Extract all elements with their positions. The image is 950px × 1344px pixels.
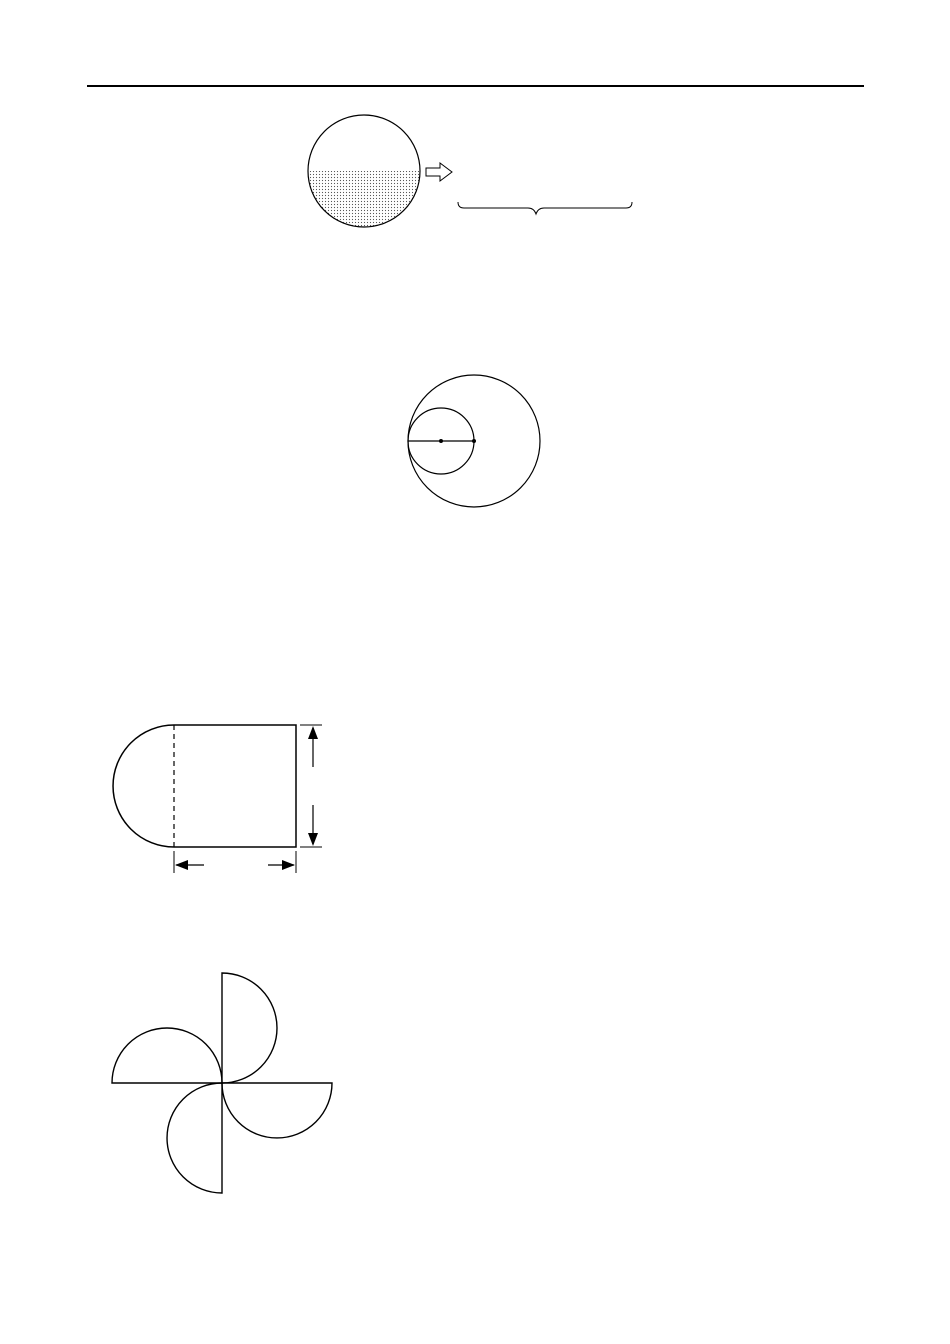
petal-left xyxy=(112,1028,222,1083)
arrowhead-up-icon xyxy=(308,726,318,739)
arrowhead-down-icon xyxy=(308,833,318,846)
arrowhead-right-icon xyxy=(282,860,295,870)
fig2-pinwheel xyxy=(100,960,350,1210)
top-rule xyxy=(87,85,864,87)
petal-bottom xyxy=(167,1083,222,1193)
shaded-half xyxy=(308,171,420,227)
petal-right xyxy=(222,1083,332,1138)
center-o1 xyxy=(439,439,443,443)
circle-sectors-figure xyxy=(300,110,640,240)
two-circles-figure xyxy=(400,370,550,515)
q3-stem xyxy=(88,328,126,351)
fig1-rectangle xyxy=(174,725,296,847)
arrow-icon xyxy=(426,163,452,181)
center-o2 xyxy=(472,439,476,443)
petal-top xyxy=(222,973,277,1083)
arrowhead-left-icon xyxy=(175,860,188,870)
fig1-rect-semicircle xyxy=(100,715,370,885)
fig1-semicircle xyxy=(113,725,174,847)
length-bracket xyxy=(458,202,632,214)
